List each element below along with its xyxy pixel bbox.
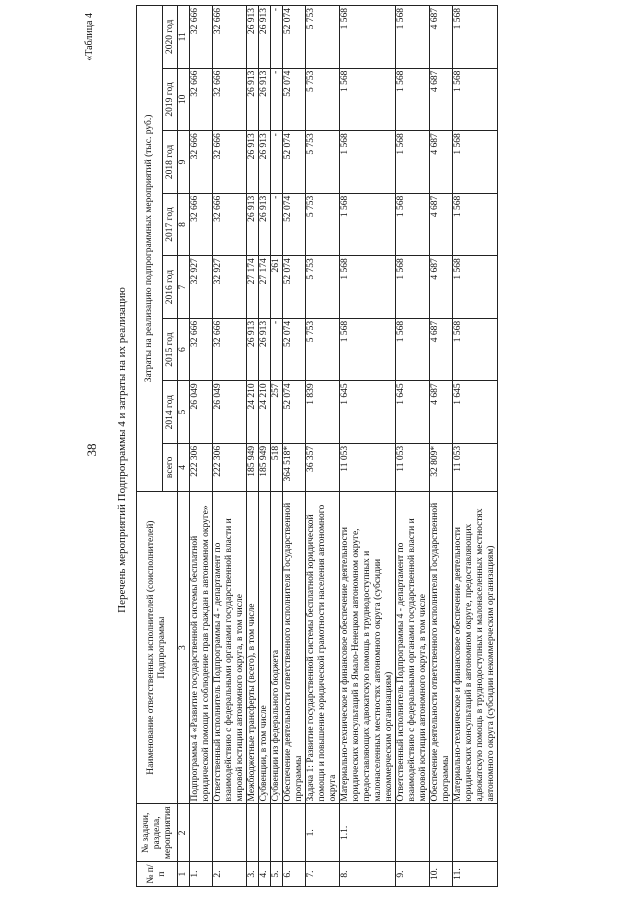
row-year-value: 32 666 <box>213 6 247 69</box>
page-number: 38 <box>84 443 99 457</box>
row-year-value: 1 645 <box>453 381 498 444</box>
index-cell: 1 <box>178 862 190 887</box>
row-name: Субвенции, в том числе <box>259 491 271 804</box>
index-cell: 3 <box>178 491 190 804</box>
row-total: 364 518* <box>283 443 306 491</box>
index-cell: 2 <box>178 804 190 862</box>
row-year-value: 1 568 <box>453 6 498 69</box>
row-name: Материально-техническое и финансовое обеспечение деятельности юридических консультаций в Ямало-Ненецком автономном округе, предоставляющих адвокатскую помощь в труднодоступных и малонаселенных местностях автономного округа (субсидии некоммерческим организациям) <box>340 491 396 804</box>
row-name: Материально-техническое и финансовое обеспечение деятельности юридических консультаций в автономном округе, предоставляющих адвокатскую помощь в труднодоступных и малонаселенных местностях автономного округа (субсидии некоммерческим организациям) <box>453 491 498 804</box>
header-costs: Затраты на реализацию подпрограммных мероприятий (тыс. руб.) <box>137 6 163 492</box>
row-year-value: 1 568 <box>396 131 430 194</box>
row-year-value: 1 568 <box>453 131 498 194</box>
row-year-value: 5 753 <box>306 318 340 381</box>
row-year-value: 32 666 <box>190 131 213 194</box>
header-total: всего <box>163 443 178 491</box>
row-total: 11 053 <box>340 443 396 491</box>
row-year-value: 52 074 <box>283 131 306 194</box>
row-year-value: 1 568 <box>340 131 396 194</box>
row-year-value: 4 687 <box>430 6 453 69</box>
row-year-value: 32 666 <box>190 6 213 69</box>
header-num: № п/п <box>137 862 178 887</box>
row-number: 1. <box>190 862 213 887</box>
row-year-value: 32 666 <box>213 131 247 194</box>
row-task <box>453 804 498 862</box>
row-total: 36 357 <box>306 443 340 491</box>
row-year-value: 32 666 <box>190 193 213 256</box>
row-year-value: - <box>271 193 283 256</box>
row-number: 3. <box>247 862 259 887</box>
row-year-value: 1 568 <box>396 318 430 381</box>
header-year: 2014 год <box>163 381 178 444</box>
row-year-value: 1 568 <box>453 193 498 256</box>
row-year-value: 26 913 <box>247 131 259 194</box>
row-year-value: 26 049 <box>190 381 213 444</box>
index-cell: 5 <box>178 381 190 444</box>
row-year-value: - <box>271 131 283 194</box>
table-row <box>247 6 259 887</box>
index-cell: 10 <box>178 68 190 131</box>
row-year-value: 1 568 <box>340 68 396 131</box>
row-year-value: 4 687 <box>430 381 453 444</box>
row-number: 10. <box>430 862 453 887</box>
index-row <box>178 6 190 887</box>
row-year-value: 5 753 <box>306 131 340 194</box>
row-task <box>190 804 213 862</box>
row-total: 11 053 <box>453 443 498 491</box>
row-task <box>259 804 271 862</box>
table-number: «Таблица 4 <box>84 13 95 61</box>
row-name: Задача 1: Развитие государственной системы бесплатной юридической помощи и повышение юридической грамотности населения автономного округа <box>306 491 340 804</box>
row-year-value: 32 927 <box>190 256 213 319</box>
table-row <box>259 6 271 887</box>
table-row <box>340 6 396 887</box>
table-row <box>283 6 306 887</box>
row-total: 222 306 <box>213 443 247 491</box>
row-year-value: 1 568 <box>396 6 430 69</box>
row-number: 2. <box>213 862 247 887</box>
row-number: 4. <box>259 862 271 887</box>
row-year-value: 4 687 <box>430 318 453 381</box>
header-year: 2020 год <box>163 6 178 69</box>
table-row <box>190 6 213 887</box>
row-name: Ответственный исполнитель Подпрограммы 4 - департамент по взаимодействию с федеральными органами государственной власти и мировой юстиции автономного округа, в том числе <box>396 491 430 804</box>
row-year-value: 32 666 <box>190 68 213 131</box>
row-total: 222 306 <box>190 443 213 491</box>
row-year-value: 4 687 <box>430 68 453 131</box>
row-task <box>247 804 259 862</box>
table-row <box>271 6 283 887</box>
row-year-value: 1 568 <box>340 318 396 381</box>
row-year-value: 26 913 <box>247 193 259 256</box>
row-year-value: 261 <box>271 256 283 319</box>
row-year-value: 1 568 <box>453 256 498 319</box>
row-year-value: 26 913 <box>259 318 271 381</box>
row-year-value: 52 074 <box>283 256 306 319</box>
header-year: 2017 год <box>163 193 178 256</box>
row-year-value: 4 687 <box>430 131 453 194</box>
row-name: Межбюджетные трансферты (всего), в том числе <box>247 491 259 804</box>
row-year-value: 32 927 <box>213 256 247 319</box>
row-year-value: 52 074 <box>283 318 306 381</box>
row-year-value: 26 913 <box>259 131 271 194</box>
row-year-value: 1 568 <box>340 6 396 69</box>
row-number: 7. <box>306 862 340 887</box>
row-number: 5. <box>271 862 283 887</box>
row-year-value: 24 210 <box>247 381 259 444</box>
header-year: 2015 год <box>163 318 178 381</box>
row-total: 185 949 <box>259 443 271 491</box>
activities-table <box>136 5 498 887</box>
row-year-value: 52 074 <box>283 193 306 256</box>
row-year-value: - <box>271 68 283 131</box>
row-year-value: 1 568 <box>453 318 498 381</box>
row-year-value: 4 687 <box>430 193 453 256</box>
row-task: 1. <box>306 804 340 862</box>
table-row <box>213 6 247 887</box>
header-name: Наименование ответственных исполнителей (соисполнителей) Подпрограммы <box>137 491 178 804</box>
row-name: Субвенции из федерального бюджета <box>271 491 283 804</box>
row-year-value: 1 568 <box>396 193 430 256</box>
row-year-value: 5 753 <box>306 68 340 131</box>
row-total: 185 949 <box>247 443 259 491</box>
row-year-value: 32 666 <box>213 68 247 131</box>
row-total: 32 809* <box>430 443 453 491</box>
row-year-value: 5 753 <box>306 256 340 319</box>
table-title: Перечень мероприятий Подпрограммы 4 и затраты на их реализацию <box>116 287 128 613</box>
row-year-value: 5 753 <box>306 193 340 256</box>
row-number: 9. <box>396 862 430 887</box>
row-year-value: 26 913 <box>259 193 271 256</box>
header-year: 2016 год <box>163 256 178 319</box>
index-cell: 6 <box>178 318 190 381</box>
row-task: 1.1. <box>340 804 396 862</box>
row-year-value: 1 568 <box>453 68 498 131</box>
table-row <box>453 6 498 887</box>
row-number: 11. <box>453 862 498 887</box>
row-year-value: 26 913 <box>259 68 271 131</box>
row-year-value: 26 913 <box>247 318 259 381</box>
table-body <box>190 6 498 887</box>
row-year-value: 27 174 <box>247 256 259 319</box>
table-row <box>306 6 340 887</box>
index-cell: 7 <box>178 256 190 319</box>
row-year-value: 27 174 <box>259 256 271 319</box>
row-year-value: 32 666 <box>190 318 213 381</box>
row-year-value: - <box>271 318 283 381</box>
rotated-sheet <box>78 5 623 895</box>
row-year-value: 26 913 <box>247 68 259 131</box>
row-year-value: 1 568 <box>396 256 430 319</box>
row-year-value: 52 074 <box>283 6 306 69</box>
row-name: Подпрограмма 4 «Развитие государственной системы бесплатной юридической помощи и соблюдение прав граждан в автономном округе» <box>190 491 213 804</box>
row-number: 6. <box>283 862 306 887</box>
row-name: Обеспечение деятельности ответственного исполнителя Государственной программы <box>430 491 453 804</box>
row-total: 518 <box>271 443 283 491</box>
row-year-value: 5 753 <box>306 6 340 69</box>
header-task: № задачи, раздела, мероприятия <box>137 804 178 862</box>
row-year-value: 26 913 <box>247 6 259 69</box>
row-year-value: 4 687 <box>430 256 453 319</box>
header-year: 2019 год <box>163 68 178 131</box>
row-year-value: 32 666 <box>213 318 247 381</box>
row-year-value: 26 913 <box>259 6 271 69</box>
row-task <box>283 804 306 862</box>
row-year-value: 257 <box>271 381 283 444</box>
index-cell: 4 <box>178 443 190 491</box>
row-year-value: 1 568 <box>396 68 430 131</box>
index-cell: 11 <box>178 6 190 69</box>
row-name: Ответственный исполнитель Подпрограммы 4 - департамент по взаимодействию с федеральными органами государственной власти и мировой юстиции автономного округа, в том числе <box>213 491 247 804</box>
row-task <box>396 804 430 862</box>
row-year-value: 26 049 <box>213 381 247 444</box>
row-total: 11 053 <box>396 443 430 491</box>
table-row <box>396 6 430 887</box>
row-number: 8. <box>340 862 396 887</box>
row-year-value: - <box>271 6 283 69</box>
row-year-value: 52 074 <box>283 381 306 444</box>
row-task <box>213 804 247 862</box>
index-cell: 8 <box>178 193 190 256</box>
row-name: Обеспечение деятельности ответственного исполнителя Государственной программы <box>283 491 306 804</box>
index-cell: 9 <box>178 131 190 194</box>
header-year: 2018 год <box>163 131 178 194</box>
row-year-value: 1 645 <box>340 381 396 444</box>
table-row <box>430 6 453 887</box>
row-year-value: 1 568 <box>340 193 396 256</box>
row-year-value: 24 210 <box>259 381 271 444</box>
row-year-value: 1 568 <box>340 256 396 319</box>
row-task <box>430 804 453 862</box>
row-year-value: 52 074 <box>283 68 306 131</box>
row-year-value: 32 666 <box>213 193 247 256</box>
row-year-value: 1 645 <box>396 381 430 444</box>
row-task <box>271 804 283 862</box>
row-year-value: 1 839 <box>306 381 340 444</box>
